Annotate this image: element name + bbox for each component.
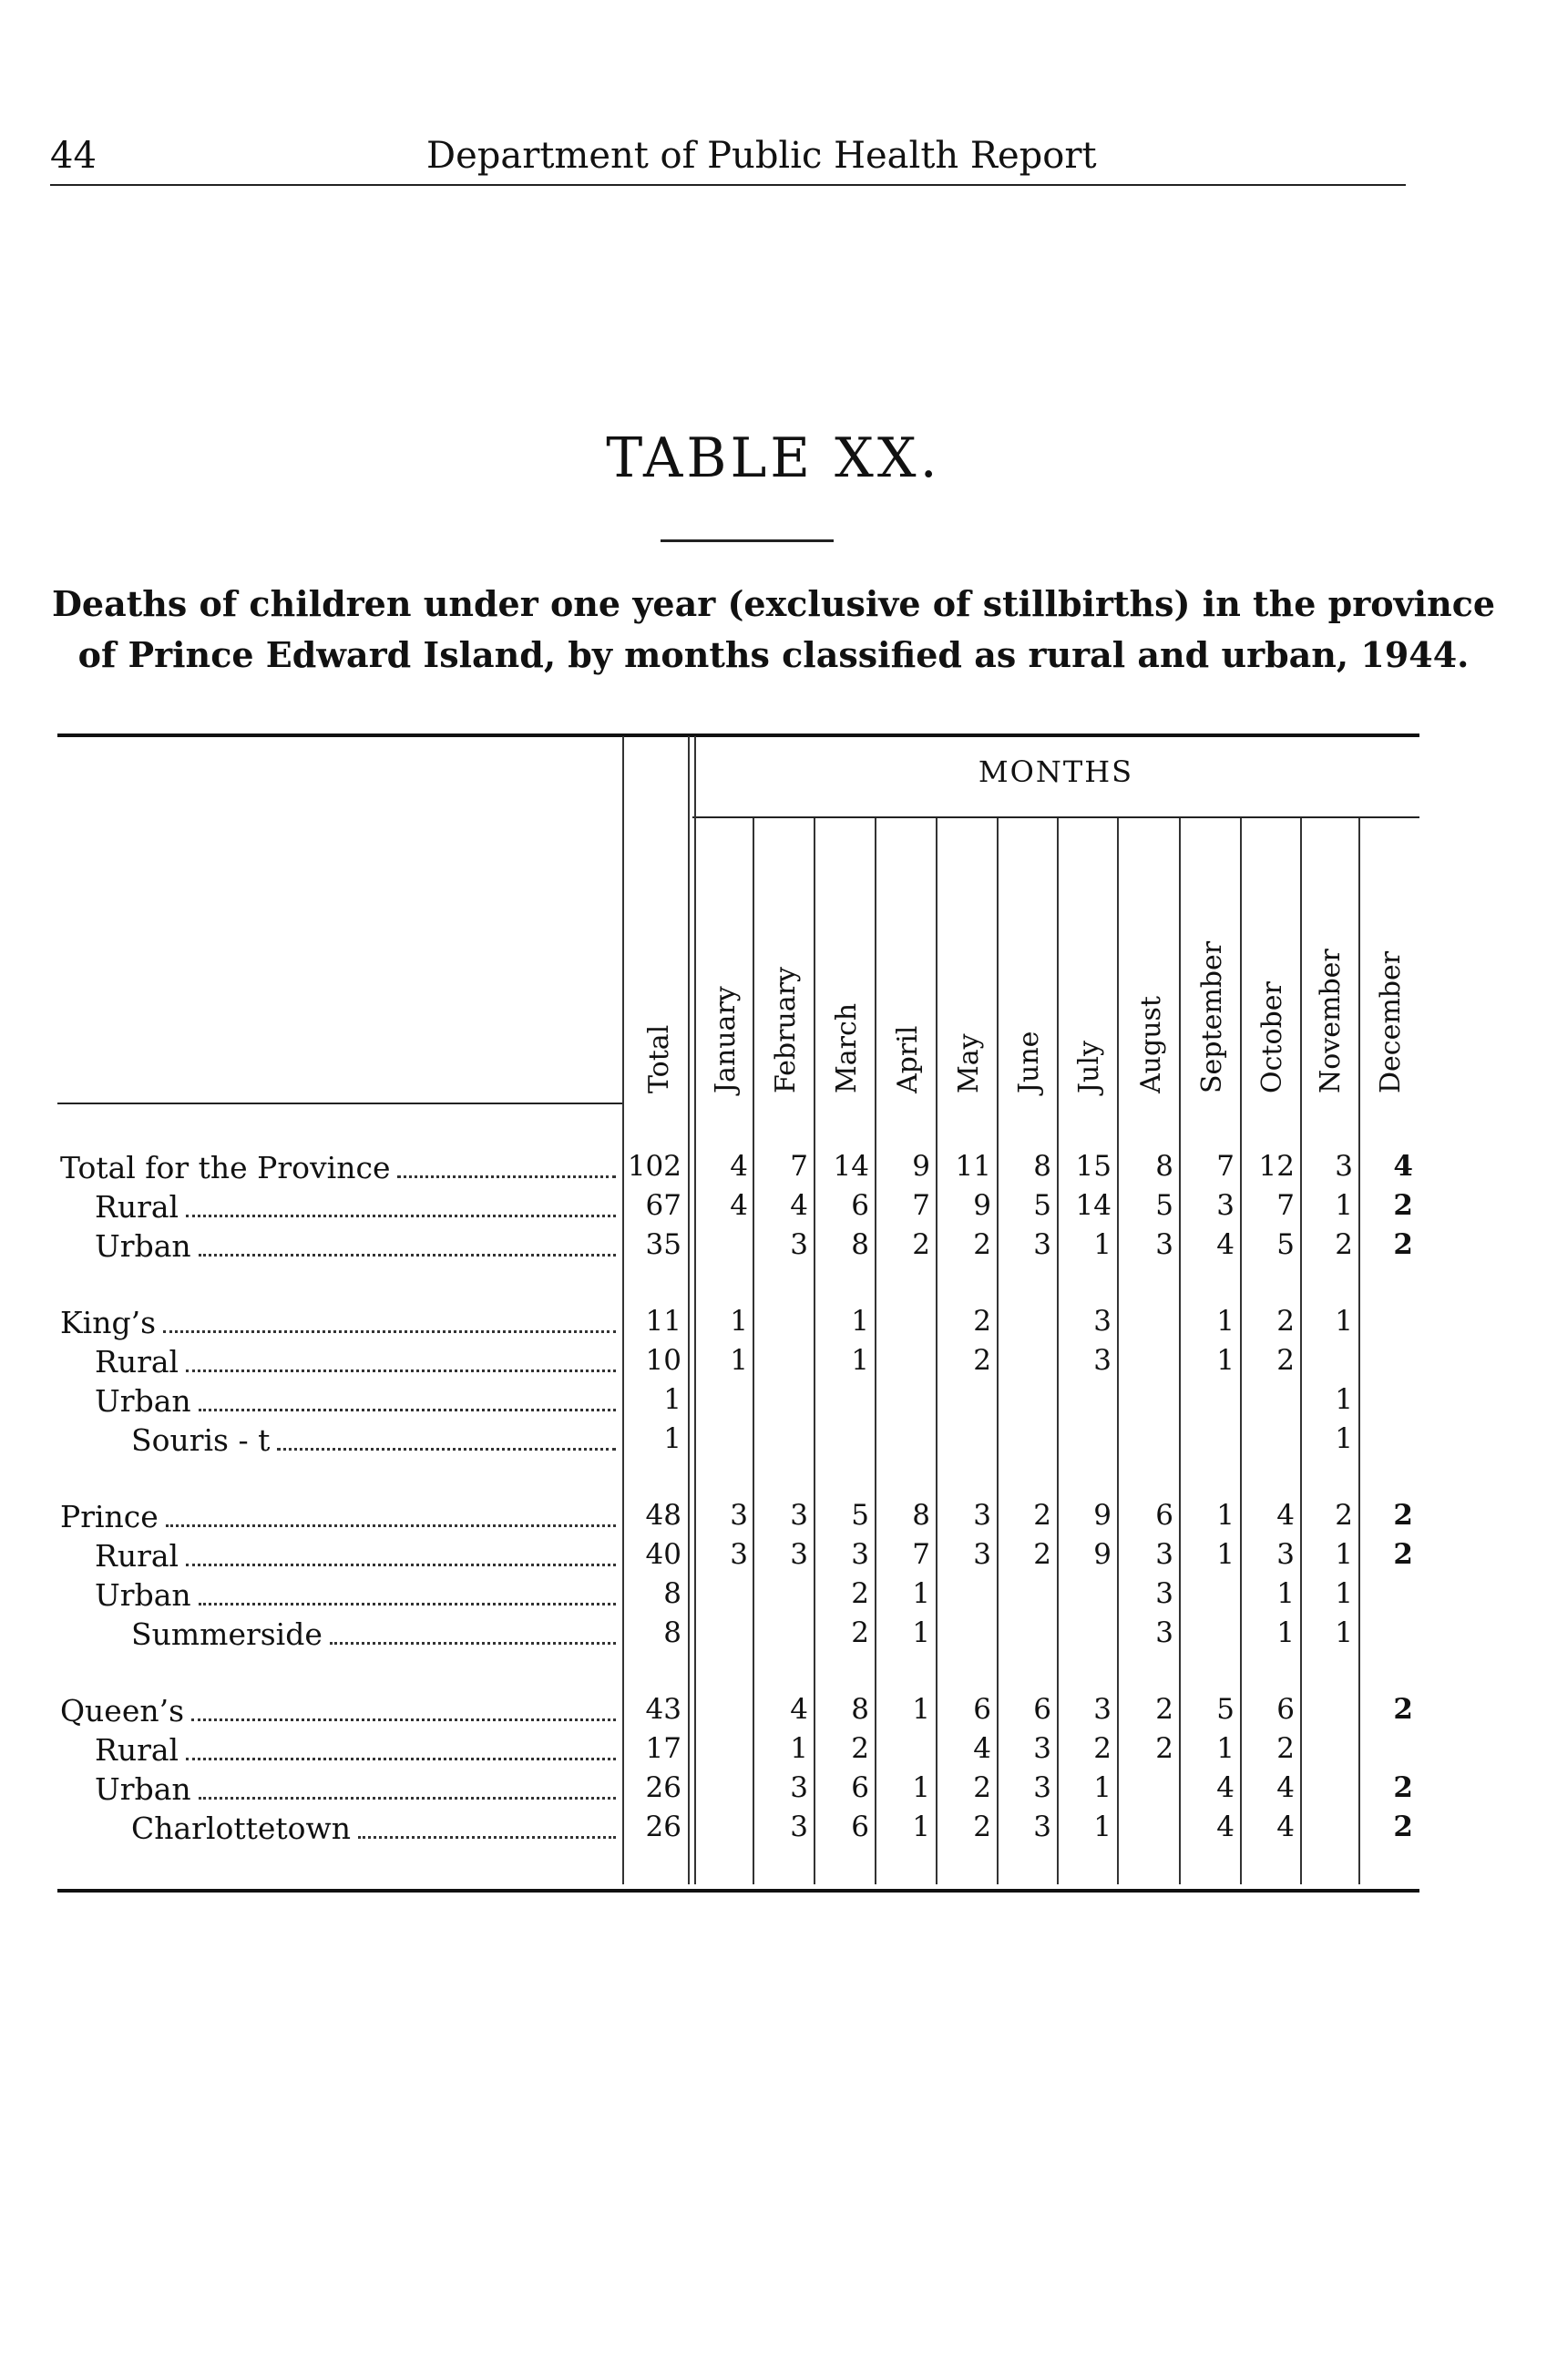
row-label: King’s — [60, 1305, 157, 1340]
page-number: 44 — [50, 135, 97, 177]
table-cell: 2 — [1155, 1693, 1173, 1726]
table-cell: 7 — [912, 1189, 930, 1222]
leader-dots — [166, 1521, 616, 1527]
table-cell: 3 — [1033, 1732, 1051, 1765]
table-cell: 4 — [730, 1189, 748, 1222]
table-cell: 5 — [1155, 1189, 1173, 1222]
leader-dots — [186, 1211, 616, 1217]
table-cell: 2 — [1276, 1732, 1295, 1765]
column-divider — [1300, 818, 1302, 1884]
leader-dots — [199, 1793, 616, 1800]
row-label: Souris - t — [131, 1422, 271, 1458]
table-cell: 5 — [1276, 1228, 1295, 1261]
table-cell: 2 — [1393, 1538, 1413, 1571]
table-cell: 1 — [912, 1693, 930, 1726]
table-cell: 2 — [912, 1228, 930, 1261]
table-cell: 3 — [790, 1538, 808, 1571]
table-cell: 3 — [851, 1538, 869, 1571]
column-divider — [688, 736, 690, 1884]
table-cell: 11 — [645, 1305, 681, 1338]
table-cell: 8 — [663, 1616, 681, 1649]
header-rule — [50, 184, 1406, 186]
table-cell: 6 — [851, 1189, 869, 1222]
table-cell: 4 — [1276, 1811, 1295, 1843]
table-cell: 1 — [1093, 1228, 1112, 1261]
leader-dots — [163, 1327, 616, 1333]
table-cell: 2 — [1393, 1499, 1413, 1532]
table-cell: 2 — [1393, 1693, 1413, 1726]
table-caption-line-1: Deaths of children under one year (exclusive of stillbirths) in the province — [51, 583, 1496, 624]
table-cell: 3 — [1155, 1228, 1173, 1261]
table-cell: 8 — [912, 1499, 930, 1532]
row-label: Rural — [95, 1189, 179, 1225]
leader-dots — [330, 1638, 616, 1645]
table-cell: 1 — [1335, 1383, 1353, 1416]
table-cell: 2 — [851, 1616, 869, 1649]
table-cell: 2 — [973, 1305, 991, 1338]
table-cell: 6 — [1276, 1693, 1295, 1726]
table-cell: 5 — [851, 1499, 869, 1532]
row-label: Rural — [95, 1538, 179, 1574]
table-cell: 9 — [912, 1150, 930, 1183]
table-cell: 3 — [730, 1499, 748, 1532]
table-cell: 9 — [973, 1189, 991, 1222]
table-cell: 5 — [1033, 1189, 1051, 1222]
table-cell: 1 — [851, 1305, 869, 1338]
row-label: Charlottetown — [131, 1811, 352, 1846]
table-cell: 8 — [851, 1693, 869, 1726]
row-label: Urban — [95, 1383, 191, 1419]
table-cell: 67 — [645, 1189, 681, 1222]
table-cell: 2 — [1276, 1305, 1295, 1338]
table-cell: 2 — [1335, 1228, 1353, 1261]
table-cell: 10 — [645, 1344, 681, 1377]
table-cell: 3 — [1155, 1538, 1173, 1571]
table-cell: 1 — [790, 1732, 808, 1765]
column-header-october: October — [1256, 981, 1288, 1093]
table-cell: 1 — [1216, 1499, 1235, 1532]
table-cell: 1 — [912, 1577, 930, 1610]
table-cell: 1 — [1335, 1422, 1353, 1455]
table-cell: 3 — [1155, 1616, 1173, 1649]
table-cell: 2 — [1393, 1228, 1413, 1261]
table-cell: 3 — [1033, 1228, 1051, 1261]
table-cell: 6 — [973, 1693, 991, 1726]
row-label: Queen’s — [60, 1693, 185, 1729]
table-cell: 2 — [1033, 1499, 1051, 1532]
table-cell: 3 — [1093, 1344, 1112, 1377]
table-cell: 3 — [1216, 1189, 1235, 1222]
table-cell: 1 — [912, 1811, 930, 1843]
table-cell: 9 — [1093, 1538, 1112, 1571]
table-cell: 7 — [912, 1538, 930, 1571]
table-cell: 6 — [851, 1771, 869, 1804]
table-cell: 4 — [1216, 1228, 1235, 1261]
table-cell: 6 — [1033, 1693, 1051, 1726]
table-cell: 9 — [1093, 1499, 1112, 1532]
column-header-march: March — [831, 1002, 863, 1093]
table-cell: 2 — [1276, 1344, 1295, 1377]
table-cell: 1 — [912, 1616, 930, 1649]
table-cell: 7 — [790, 1150, 808, 1183]
table-cell: 15 — [1075, 1150, 1112, 1183]
column-header-february: February — [770, 967, 802, 1093]
table-cell: 7 — [1276, 1189, 1295, 1222]
table-cell: 8 — [851, 1228, 869, 1261]
table-cell: 3 — [1033, 1811, 1051, 1843]
table-top-rule — [57, 733, 1419, 737]
row-label: Summerside — [131, 1616, 323, 1652]
table-cell: 1 — [1093, 1811, 1112, 1843]
row-label: Urban — [95, 1228, 191, 1264]
leader-dots — [199, 1405, 616, 1411]
column-header-april: April — [892, 1025, 924, 1093]
column-header-november: November — [1315, 949, 1347, 1093]
column-header-july: July — [1073, 1041, 1105, 1093]
table-cell: 1 — [1335, 1538, 1353, 1571]
table-cell: 1 — [851, 1344, 869, 1377]
table-cell: 1 — [730, 1344, 748, 1377]
table-cell: 1 — [663, 1383, 681, 1416]
table-cell: 1 — [1216, 1538, 1235, 1571]
table-cell: 8 — [1033, 1150, 1051, 1183]
row-label: Rural — [95, 1344, 179, 1380]
table-cell: 2 — [973, 1771, 991, 1804]
table-cell: 3 — [790, 1499, 808, 1532]
table-cell: 3 — [1093, 1305, 1112, 1338]
table-cell: 3 — [1155, 1577, 1173, 1610]
table-cell: 3 — [1335, 1150, 1353, 1183]
title-rule — [661, 539, 834, 542]
table-cell: 2 — [1393, 1811, 1413, 1843]
table-cell: 1 — [912, 1771, 930, 1804]
table-cell: 4 — [973, 1732, 991, 1765]
table-cell: 1 — [1335, 1189, 1353, 1222]
table-cell: 26 — [645, 1771, 681, 1804]
table-cell: 2 — [973, 1811, 991, 1843]
table-caption-line-2: of Prince Edward Island, by months classified as rural and urban, 1944. — [77, 634, 1470, 675]
table-cell: 4 — [1216, 1811, 1235, 1843]
table-cell: 2 — [973, 1228, 991, 1261]
column-header-june: June — [1013, 1031, 1045, 1093]
leader-dots — [199, 1250, 616, 1257]
leader-dots — [186, 1560, 616, 1566]
running-title: Department of Public Health Report — [426, 135, 1097, 177]
table-cell: 3 — [973, 1499, 991, 1532]
column-header-august: August — [1135, 996, 1167, 1093]
table-cell: 3 — [790, 1771, 808, 1804]
table-cell: 1 — [730, 1305, 748, 1338]
table-cell: 1 — [1276, 1616, 1295, 1649]
column-header-september: September — [1196, 940, 1228, 1093]
table-cell: 4 — [1216, 1771, 1235, 1804]
table-cell: 4 — [1276, 1499, 1295, 1532]
leader-dots — [191, 1715, 616, 1721]
table-head-rule — [57, 1103, 622, 1104]
leader-dots — [358, 1832, 616, 1839]
table-cell: 2 — [973, 1344, 991, 1377]
table-cell: 2 — [1155, 1732, 1173, 1765]
row-label: Urban — [95, 1771, 191, 1807]
table-cell: 4 — [790, 1693, 808, 1726]
table-cell: 11 — [955, 1150, 991, 1183]
column-header-may: May — [953, 1033, 985, 1093]
leader-dots — [199, 1599, 616, 1605]
column-header-january: January — [710, 986, 742, 1093]
table-cell: 2 — [1033, 1538, 1051, 1571]
table-cell: 7 — [1216, 1150, 1235, 1183]
column-header-total: Total — [643, 1024, 675, 1093]
table-cell: 2 — [851, 1577, 869, 1610]
table-cell: 1 — [1093, 1771, 1112, 1804]
table-cell: 102 — [627, 1150, 681, 1183]
table-cell: 1 — [1335, 1577, 1353, 1610]
table-cell: 1 — [1216, 1732, 1235, 1765]
table-cell: 8 — [663, 1577, 681, 1610]
row-label: Total for the Province — [60, 1150, 391, 1185]
table-cell: 3 — [790, 1811, 808, 1843]
table-cell: 1 — [1216, 1344, 1235, 1377]
table-cell: 14 — [1075, 1189, 1112, 1222]
table-cell: 4 — [790, 1189, 808, 1222]
table-cell: 2 — [1393, 1189, 1413, 1222]
table-cell: 1 — [1335, 1305, 1353, 1338]
table-cell: 12 — [1258, 1150, 1295, 1183]
table-cell: 6 — [1155, 1499, 1173, 1532]
table-cell: 2 — [1093, 1732, 1112, 1765]
table-cell: 2 — [1393, 1771, 1413, 1804]
leader-dots — [277, 1444, 616, 1451]
table-cell: 17 — [645, 1732, 681, 1765]
table-cell: 3 — [1276, 1538, 1295, 1571]
table-cell: 3 — [1033, 1771, 1051, 1804]
leader-dots — [186, 1754, 616, 1760]
table-cell: 2 — [851, 1732, 869, 1765]
table-cell: 43 — [645, 1693, 681, 1726]
row-label: Urban — [95, 1577, 191, 1613]
table-cell: 1 — [1276, 1577, 1295, 1610]
table-cell: 40 — [645, 1538, 681, 1571]
table-cell: 2 — [1335, 1499, 1353, 1532]
leader-dots — [397, 1172, 616, 1178]
table-cell: 26 — [645, 1811, 681, 1843]
table-cell: 35 — [645, 1228, 681, 1261]
column-header-december: December — [1375, 950, 1407, 1093]
table-cell: 14 — [833, 1150, 869, 1183]
months-heading: MONTHS — [978, 754, 1134, 789]
table-bottom-rule — [57, 1889, 1419, 1893]
table-cell: 6 — [851, 1811, 869, 1843]
table-cell: 8 — [1155, 1150, 1173, 1183]
column-divider — [622, 736, 624, 1884]
table-cell: 48 — [645, 1499, 681, 1532]
row-label: Prince — [60, 1499, 159, 1534]
table-cell: 3 — [1093, 1693, 1112, 1726]
table-cell: 3 — [973, 1538, 991, 1571]
table-cell: 4 — [1276, 1771, 1295, 1804]
table-cell: 4 — [730, 1150, 748, 1183]
table-cell: 1 — [1216, 1305, 1235, 1338]
table-cell: 4 — [1393, 1150, 1413, 1183]
table-cell: 3 — [730, 1538, 748, 1571]
table-cell: 1 — [1335, 1616, 1353, 1649]
leader-dots — [186, 1366, 616, 1372]
table-title: TABLE XX. — [606, 426, 941, 490]
table-cell: 1 — [663, 1422, 681, 1455]
table-cell: 5 — [1216, 1693, 1235, 1726]
table-cell: 3 — [790, 1228, 808, 1261]
months-rule — [692, 816, 1419, 818]
row-label: Rural — [95, 1732, 179, 1768]
